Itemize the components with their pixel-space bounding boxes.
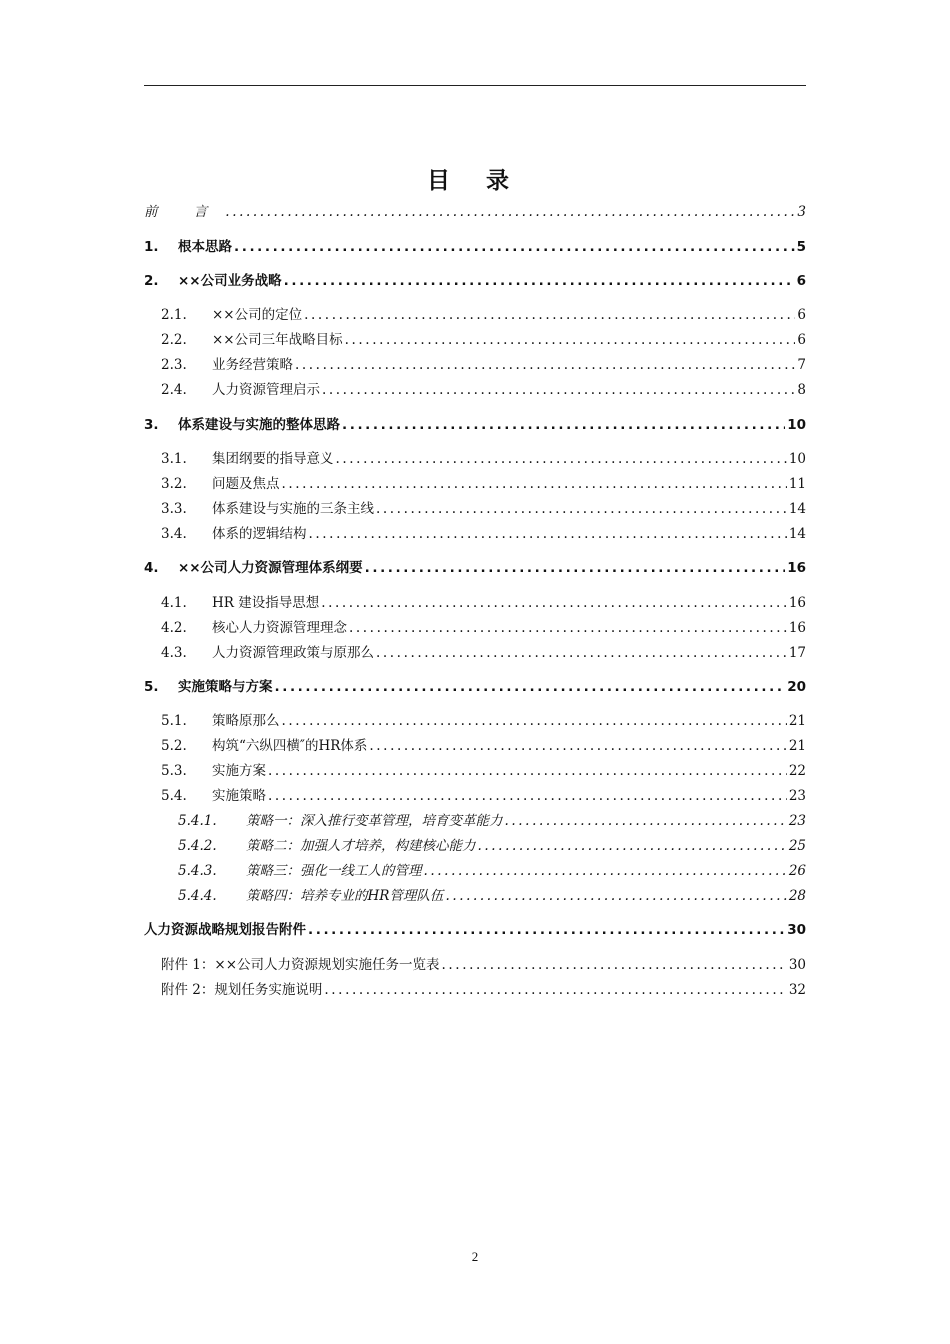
toc-label: 人力资源战略规划报告附件	[144, 922, 306, 938]
toc-entry-c5-4-3[interactable]	[178, 861, 806, 881]
toc-label: 体系的逻辑结构	[212, 526, 307, 542]
toc-leader	[445, 886, 786, 906]
toc-page: 21	[788, 713, 806, 729]
toc-entry-c2-2[interactable]	[161, 330, 806, 350]
toc-entry-c3[interactable]	[144, 415, 806, 435]
toc-leader	[284, 271, 795, 291]
toc-label: ××公司的定位	[212, 307, 303, 323]
toc-entry-c5-4[interactable]	[161, 786, 806, 806]
toc-page: 23	[788, 788, 806, 804]
toc-entry-c3-3[interactable]	[161, 499, 806, 519]
toc-leader	[336, 449, 787, 469]
toc-page: 6	[796, 273, 806, 289]
toc-leader	[282, 711, 787, 731]
toc-page: 10	[787, 417, 806, 433]
toc-entry-c5-4-4[interactable]	[178, 886, 806, 906]
toc-page: 21	[788, 738, 806, 754]
toc-entry-c2[interactable]	[144, 271, 806, 291]
toc-page: 20	[787, 679, 806, 695]
toc-entry-c5-2[interactable]	[161, 736, 806, 756]
toc-page: 32	[788, 982, 806, 998]
toc-label: ××公司三年战略目标	[212, 332, 343, 348]
toc-page: 8	[797, 382, 806, 398]
toc-number: 5.4.4.	[178, 888, 217, 904]
toc-leader	[268, 786, 787, 806]
toc-title: 目 录	[426, 168, 523, 194]
toc-label: 问题及焦点	[212, 476, 280, 492]
toc-leader	[376, 499, 787, 519]
toc-entry-c5[interactable]	[144, 677, 806, 697]
toc-page: 16	[787, 560, 806, 576]
toc-leader	[321, 593, 787, 613]
toc-number: 4.2.	[161, 620, 187, 636]
toc-leader	[424, 861, 787, 881]
toc-number: 2.	[144, 273, 159, 289]
toc-number: 4.3.	[161, 645, 187, 661]
toc-entry-c5-1[interactable]	[161, 711, 806, 731]
toc-page: 30	[787, 922, 806, 938]
toc-leader	[376, 643, 787, 663]
toc-leader	[304, 305, 795, 325]
toc-number: 5.4.3.	[178, 863, 217, 879]
toc-leader	[308, 920, 785, 940]
toc-leader	[275, 677, 786, 697]
toc-leader	[309, 524, 787, 544]
toc-entry-appendix-1[interactable]	[161, 955, 806, 975]
toc-page: 28	[788, 888, 806, 904]
toc-label: ××公司人力资源管理体系纲要	[178, 560, 363, 576]
toc-page: 14	[788, 501, 806, 517]
toc-entry-c4-1[interactable]	[161, 593, 806, 613]
toc-label: 策略四：培养专业的HR管理队伍	[246, 888, 444, 904]
toc-number: 4.1.	[161, 595, 187, 611]
toc-page: 6	[797, 307, 806, 323]
toc-label: 策略原那么	[212, 713, 280, 729]
toc-page: 17	[788, 645, 806, 661]
toc-label: 策略三：强化一线工人的管理	[246, 863, 422, 879]
toc-leader	[295, 355, 795, 375]
toc-page: 23	[788, 813, 806, 829]
toc-entry-c2-3[interactable]	[161, 355, 806, 375]
toc-leader	[478, 836, 787, 856]
toc-page: 5	[796, 239, 806, 255]
toc-label: 实施策略	[212, 788, 266, 804]
toc-leader	[282, 474, 787, 494]
toc-number: 2.1.	[161, 307, 187, 323]
toc-page: 6	[797, 332, 806, 348]
toc-entry-c5-3[interactable]	[161, 761, 806, 781]
toc-number: 3.2.	[161, 476, 187, 492]
page-number: 2	[471, 1249, 479, 1264]
toc-entry-c3-1[interactable]	[161, 449, 806, 469]
toc-entry-c5-4-2[interactable]	[178, 836, 806, 856]
toc-entry-c4-3[interactable]	[161, 643, 806, 663]
toc-number: 5.	[144, 679, 159, 695]
toc-number: 5.4.	[161, 788, 187, 804]
toc-number: 3.1.	[161, 451, 187, 467]
toc-entry-appendix[interactable]	[144, 920, 806, 940]
toc-label: HR 建设指导思想	[212, 595, 320, 611]
toc-number: 3.3.	[161, 501, 187, 517]
toc-number: 3.4.	[161, 526, 187, 542]
toc-number: 5.4.1.	[178, 813, 217, 829]
toc-entry-c4[interactable]	[144, 558, 806, 578]
toc-page: 16	[788, 595, 806, 611]
toc-number: 4.	[144, 560, 159, 576]
toc-label: 实施方案	[212, 763, 266, 779]
toc-entry-c1[interactable]	[144, 237, 806, 257]
toc-leader	[349, 618, 787, 638]
toc-leader	[322, 380, 795, 400]
toc-leader	[369, 736, 786, 756]
toc-page: 11	[788, 476, 806, 492]
toc-label: 业务经营策略	[212, 357, 293, 373]
toc-entry-preface[interactable]	[144, 202, 806, 222]
toc-page: 10	[788, 451, 806, 467]
toc-leader	[365, 558, 786, 578]
toc-page: 14	[788, 526, 806, 542]
toc-number: 5.1.	[161, 713, 187, 729]
toc-leader	[442, 955, 787, 975]
toc-number: 1.	[144, 239, 159, 255]
toc-label: 人力资源管理启示	[212, 382, 320, 398]
toc-entry-c5-4-1[interactable]	[178, 811, 806, 831]
toc-entry-appendix-2[interactable]	[161, 980, 806, 1000]
toc-label: 前 言	[144, 204, 224, 220]
toc-number: 2.2.	[161, 332, 187, 348]
toc-label: 体系建设与实施的三条主线	[212, 501, 374, 517]
toc-label: 策略二：加强人才培养，构建核心能力	[246, 838, 476, 854]
toc-leader	[234, 237, 795, 257]
toc-page: 26	[788, 863, 806, 879]
toc-leader	[268, 761, 787, 781]
toc-label: ××公司业务战略	[178, 273, 282, 289]
toc-label: 构筑“六纵四横″的HR体系	[212, 738, 368, 754]
toc-label: 附件 2：规划任务实施说明	[161, 982, 323, 998]
toc-entry-c2-1[interactable]	[161, 305, 806, 325]
toc-entry-c3-4[interactable]	[161, 524, 806, 544]
toc-page: 16	[788, 620, 806, 636]
toc-page: 7	[797, 357, 806, 373]
toc-leader	[505, 811, 787, 831]
toc-label: 核心人力资源管理理念	[212, 620, 347, 636]
toc-entry-c3-2[interactable]	[161, 474, 806, 494]
toc-entry-c2-4[interactable]	[161, 380, 806, 400]
toc-label: 实施策略与方案	[178, 679, 273, 695]
toc-label: 策略一：深入推行变革管理，培育变革能力	[246, 813, 503, 829]
toc-page: 25	[788, 838, 806, 854]
toc-number: 5.3.	[161, 763, 187, 779]
toc-label: 附件 1：××公司人力资源规划实施任务一览表	[161, 957, 440, 973]
toc-number: 2.4.	[161, 382, 187, 398]
toc-number: 3.	[144, 417, 159, 433]
toc-number: 5.2.	[161, 738, 187, 754]
toc-leader	[324, 980, 786, 1000]
toc-label: 体系建设与实施的整体思路	[178, 417, 340, 433]
toc-leader	[345, 330, 796, 350]
toc-label: 集团纲要的指导意义	[212, 451, 334, 467]
toc-leader	[225, 202, 795, 222]
toc-number: 2.3.	[161, 357, 187, 373]
header-rule	[144, 85, 806, 86]
toc-leader	[342, 415, 785, 435]
toc-number: 5.4.2.	[178, 838, 217, 854]
toc-page: 30	[788, 957, 806, 973]
toc-page: 22	[788, 763, 806, 779]
toc-page: 3	[797, 204, 806, 220]
toc-label: 根本思路	[178, 239, 232, 255]
toc-label: 人力资源管理政策与原那么	[212, 645, 374, 661]
toc-entry-c4-2[interactable]	[161, 618, 806, 638]
